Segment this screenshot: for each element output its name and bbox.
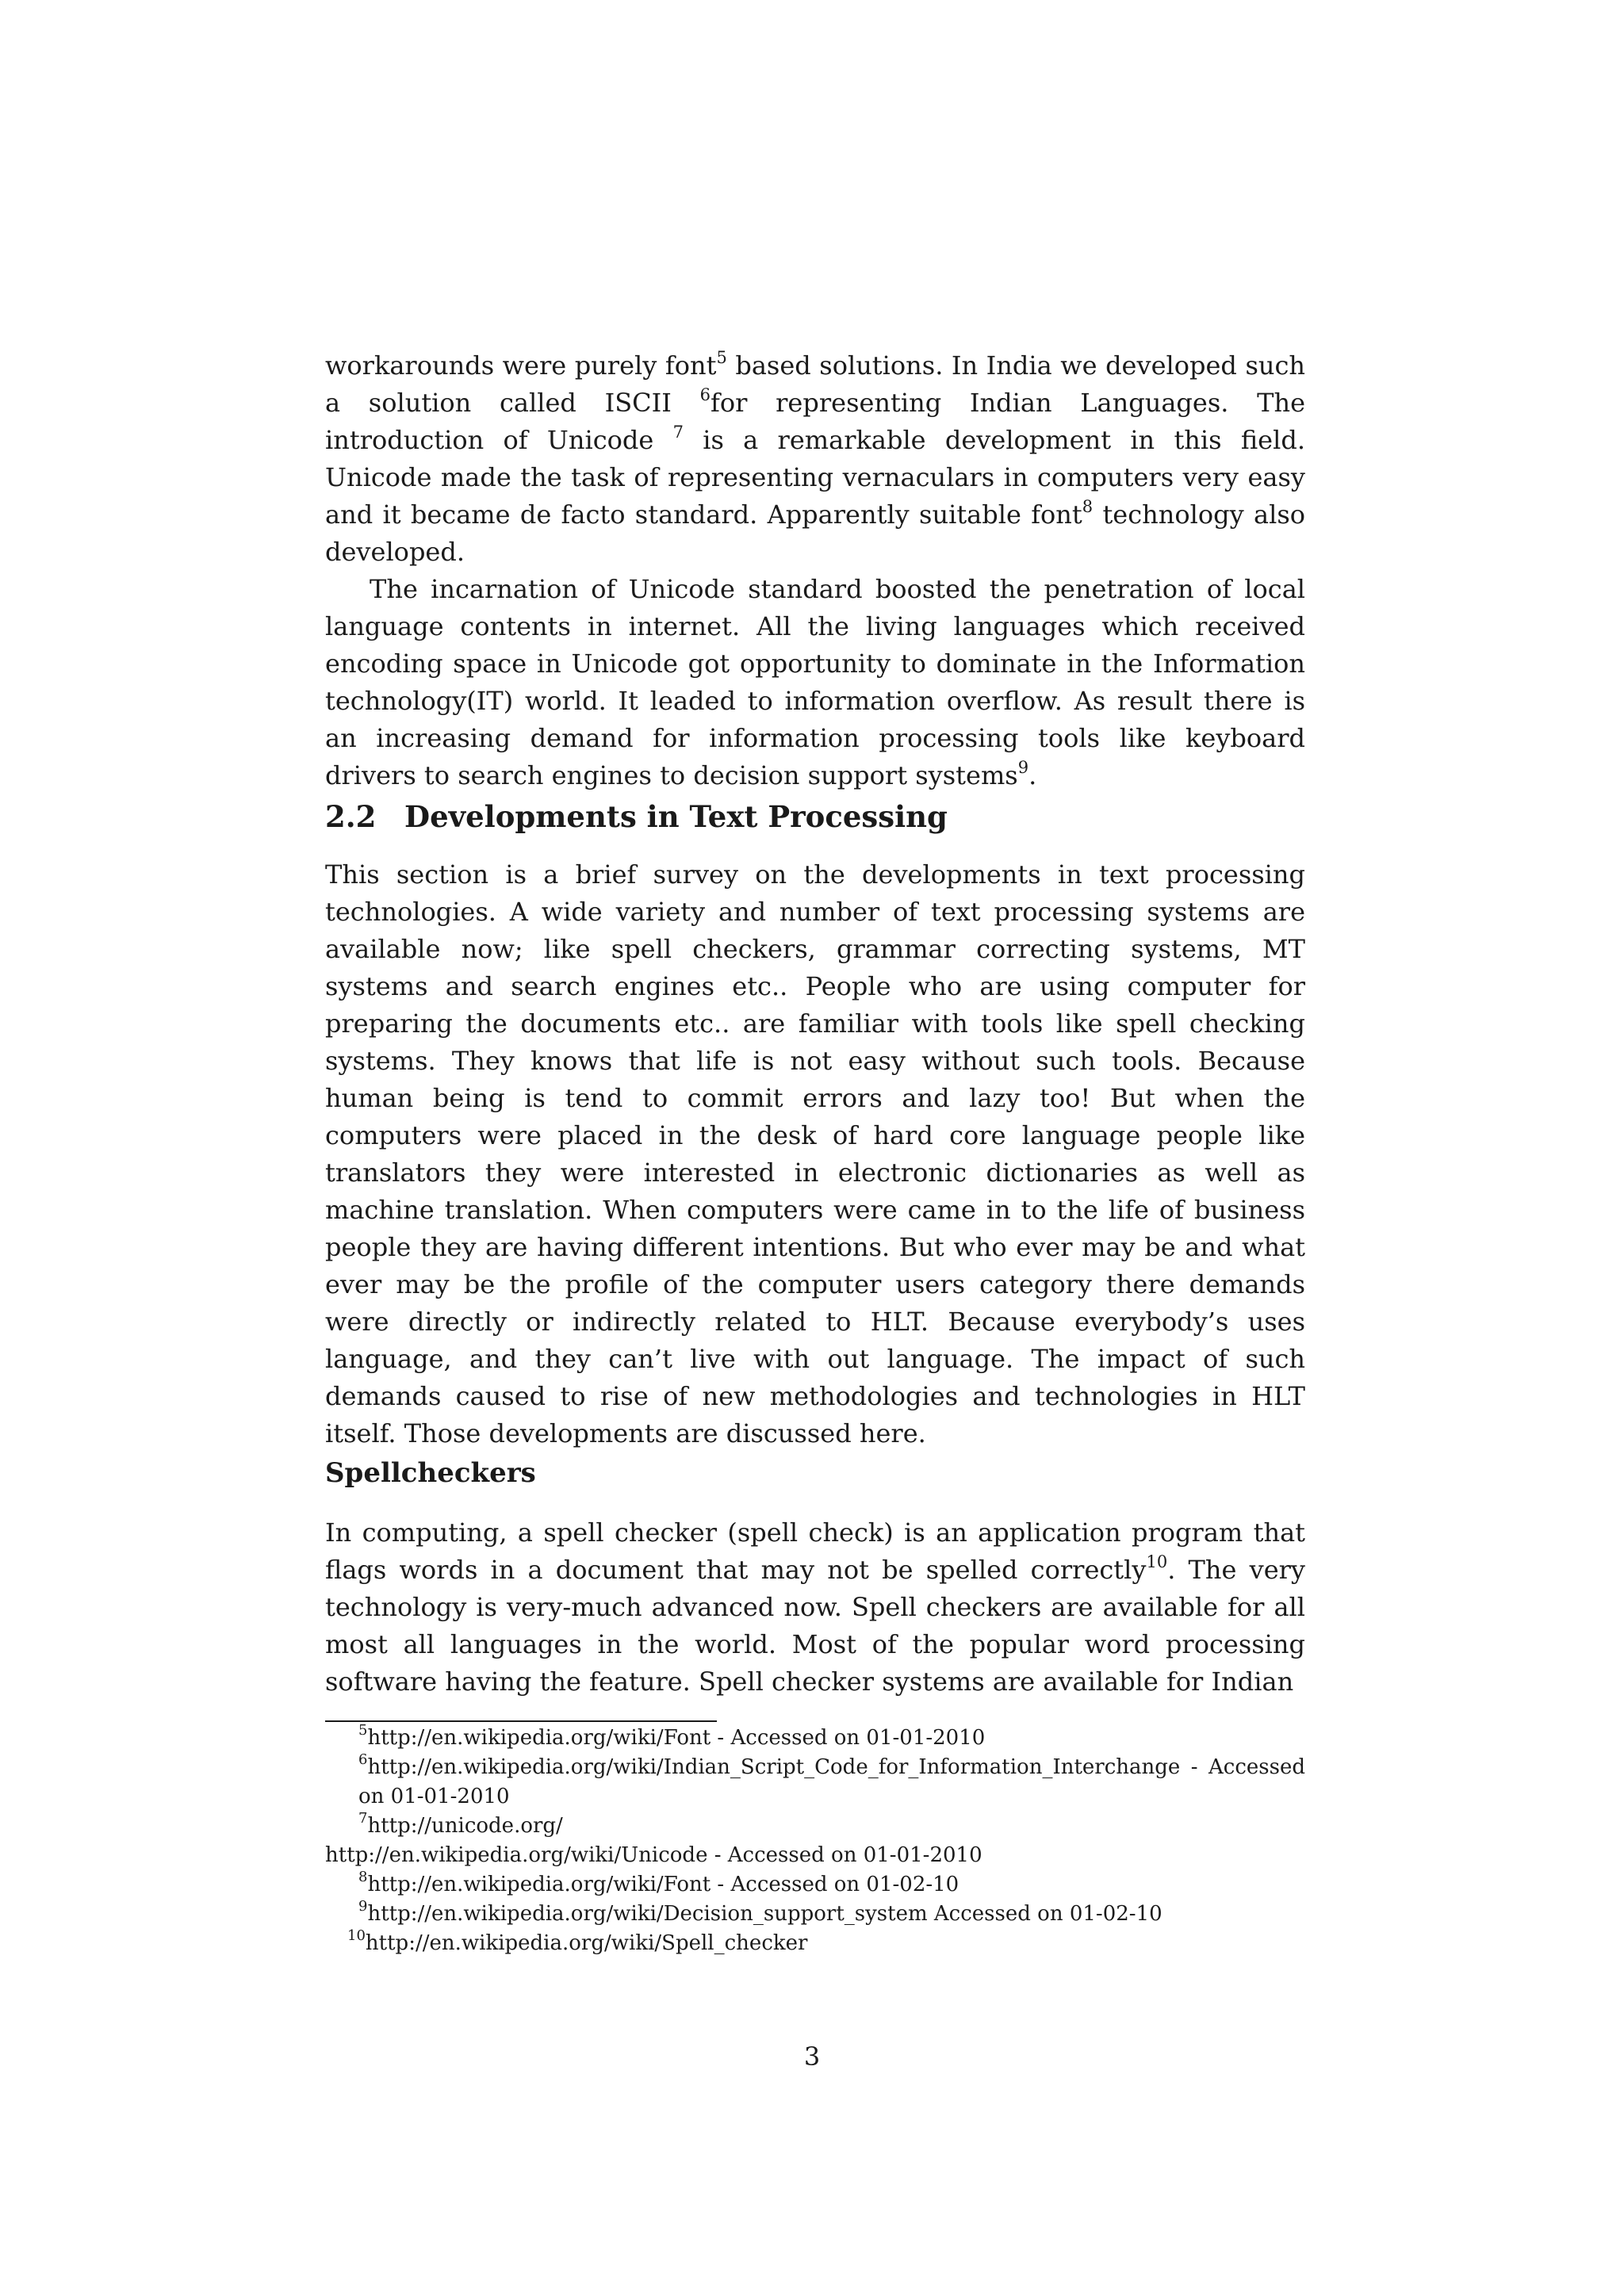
text-run: In computing, a spell checker (spell check) is an application program that flags words in a document that may not be spelled correctly <box>325 1517 1305 1585</box>
footnote-7 <box>325 1812 1305 1841</box>
footnote-text: http://en.wikipedia.org/wiki/Indian_Script_Code_for_Information_Interchange - Accessed on 01-01-2010 <box>358 1755 1305 1808</box>
text-run: is a remarkable development in this field. Unicode made the task of representing vernaculars in computers very easy and it became de facto standard. Apparently suitable font <box>325 425 1306 530</box>
text-run: for representing Indian Languages. The introduction of Unicode <box>325 388 1306 455</box>
section-title: Developments in Text Processing <box>404 799 948 834</box>
text-run: workarounds were purely font <box>325 350 717 381</box>
section-number: 2.2 <box>325 799 377 834</box>
footnote-8 <box>325 1870 1305 1900</box>
footnote-ref: 9 <box>1017 758 1029 778</box>
text-run: . The very technology is very-much advanced now. Spell checkers are available for all most all languages in the world. Most of the popular word processing software having the feature. Spell checker systems are available for Indian <box>325 1555 1305 1697</box>
footnote-5 <box>325 1724 1305 1753</box>
page-number: 3 <box>803 2042 821 2072</box>
paragraph-unicode-intro <box>325 347 1305 794</box>
section-heading <box>325 799 948 834</box>
footnote-mark: 5 <box>358 1722 368 1739</box>
footnote-text: http://en.wikipedia.org/wiki/Unicode - Accessed on 01-01-2010 <box>325 1843 982 1867</box>
paragraph-unicode-incarnation <box>325 571 1305 794</box>
footnote-text: http://en.wikipedia.org/wiki/Decision_support_system Accessed on 01-02-10 <box>367 1902 1162 1926</box>
text-run: based solutions. In India we developed such a solution called ISCII <box>325 350 1306 418</box>
paragraph-spellcheckers <box>325 1514 1305 1701</box>
footnotes <box>325 1724 1305 1958</box>
footnote-ref: 10 <box>1146 1552 1168 1572</box>
text-run: The incarnation of Unicode standard boosted the penetration of local language contents in internet. All the living languages which received encoding space in Unicode got opportunity to dominate in the Information technology(IT) world. It leaded to information overflow. As result there is an increasing demand for information processing tools like keyboard drivers to search engines to decision support systems <box>325 574 1305 790</box>
paragraph-survey-text: This section is a brief survey on the developments in text processing technologies. A wide variety and number of text processing systems are available now; like spell checkers, grammar correcting systems, MT systems and search engines etc.. People who are using computer for preparing the documents etc.. are familiar with tools like spell checking systems. They knows that life is not easy without such tools. Because human being is tend to commit errors and lazy too! But when the computers were placed in the desk of hard core language people like translators they were interested in electronic dictionaries as well as machine translation. When computers were came in to the life of business people they are having different intentions. But who ever may be and what ever may be the profile of the computer users category there demands were directly or indirectly related to HLT. Because everybody’s uses language, and they can’t live with out language. The impact of such demands caused to rise of new methodologies and technologies in HLT itself. Those developments are discussed here. <box>325 859 1305 1448</box>
footnote-rule <box>325 1720 717 1722</box>
footnote-text: http://en.wikipedia.org/wiki/Spell_checker <box>365 1931 808 1955</box>
footnote-ref: 6 <box>699 385 710 405</box>
footnote-ref: 8 <box>1082 497 1094 517</box>
subsection-title: Spellcheckers <box>325 1457 536 1489</box>
footnote-text: http://en.wikipedia.org/wiki/Font - Accessed on 01-01-2010 <box>367 1726 986 1750</box>
footnote-ref: 5 <box>716 348 727 368</box>
footnote-mark: 9 <box>358 1898 368 1915</box>
footnote-mark: 8 <box>358 1869 368 1886</box>
subsection-heading <box>325 1457 536 1489</box>
paragraph-survey <box>325 856 1305 1452</box>
footnote-mark: 6 <box>358 1751 368 1769</box>
footnote-6 <box>325 1753 1305 1812</box>
text-run: . <box>1028 760 1037 790</box>
footnote-10 <box>325 1929 1305 1958</box>
footnote-text: http://unicode.org/ <box>367 1814 563 1838</box>
footnote-mark: 10 <box>347 1927 366 1945</box>
footnote-mark: 7 <box>358 1810 368 1827</box>
text-run: technology also developed. <box>325 499 1306 567</box>
footnote-ref: 7 <box>672 423 684 442</box>
footnote-9 <box>325 1900 1305 1929</box>
footnote-7-continued <box>325 1841 1305 1870</box>
footnote-text: http://en.wikipedia.org/wiki/Font - Accessed on 01-02-10 <box>367 1873 959 1896</box>
